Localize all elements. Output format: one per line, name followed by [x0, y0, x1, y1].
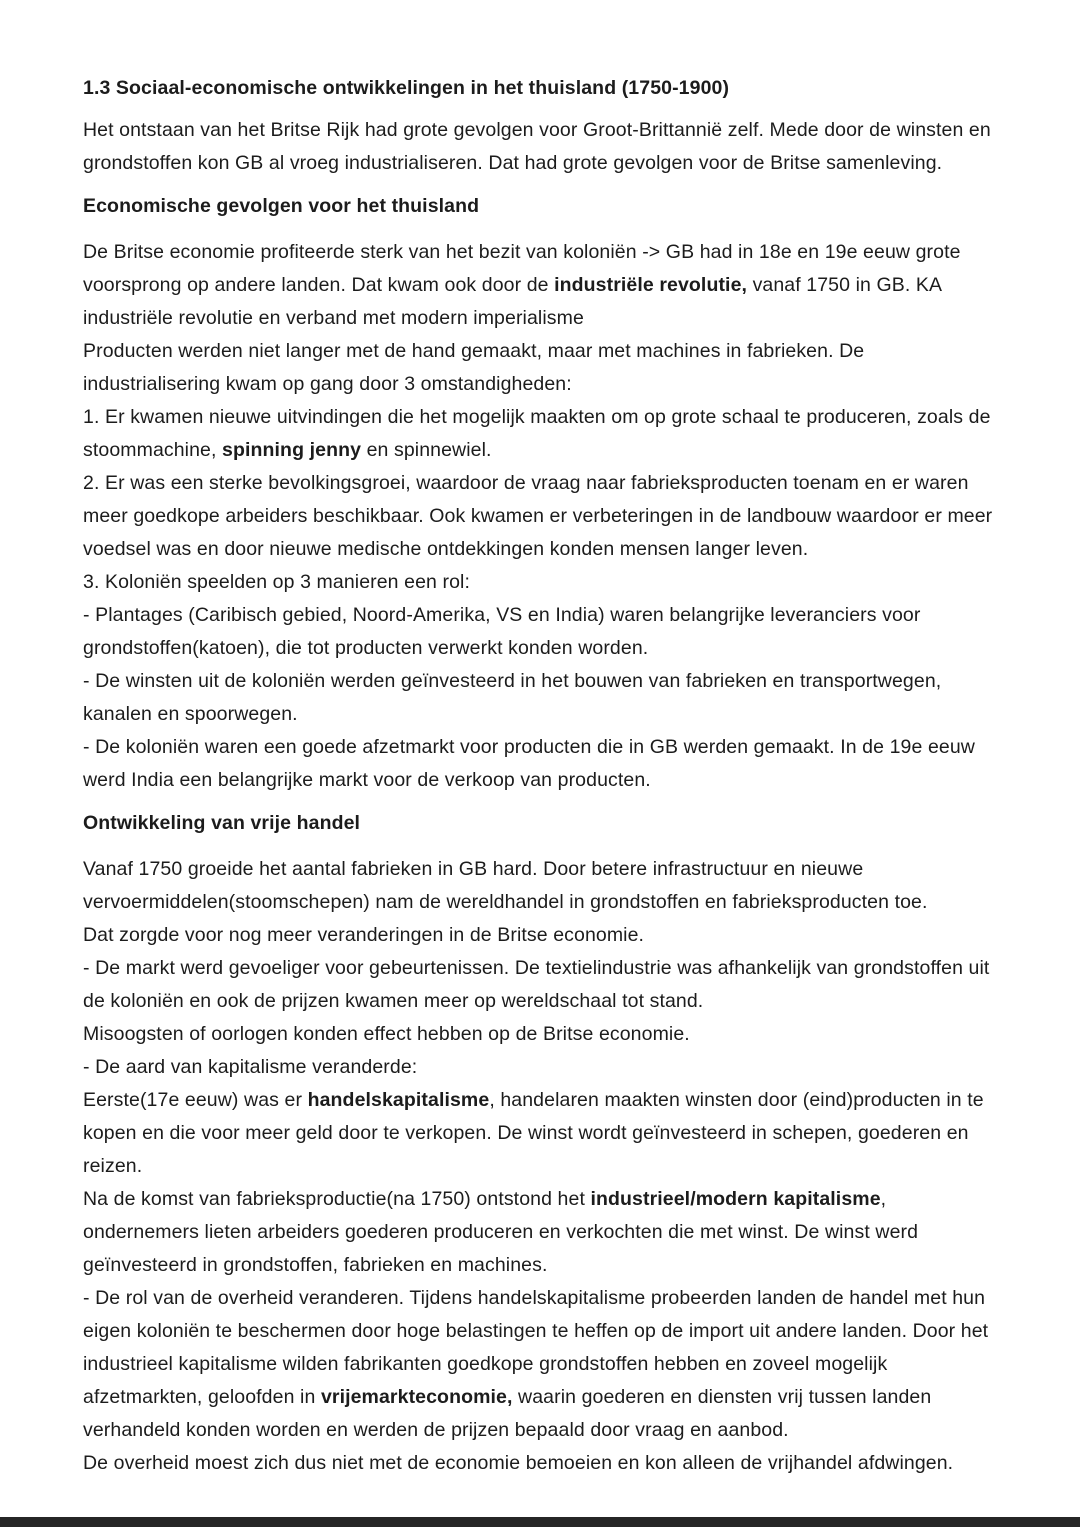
section-heading [83, 807, 1004, 840]
paragraph-line [83, 1447, 1004, 1480]
text-run: vanaf 1750 in GB. KA industriële revolutie en verband met modern imperialisme [83, 274, 942, 329]
text-run: - De aard van kapitalisme veranderde: [83, 1056, 418, 1078]
paragraph-line [83, 919, 1004, 952]
text-run: 1. Er kwamen nieuwe uitvindingen die het mogelijk maakten om op grote schaal te produceren, zoals de stoommachine, [83, 406, 991, 461]
paragraph-line [83, 1018, 1004, 1051]
text-run: - De markt werd gevoeliger voor gebeurtenissen. De textielindustrie was afhankelijk van grondstoffen uit de koloniën en ook de prijzen kwamen meer op wereldschaal tot stand. [83, 957, 990, 1012]
paragraph-line [83, 665, 1004, 731]
text-run: De Britse economie profiteerde sterk van het bezit van koloniën -> GB had in 18e en 19e eeuw grote voorsprong op andere landen. Dat kwam ook door de [83, 241, 961, 296]
paragraph-line [83, 335, 1004, 401]
text-run: - Plantages (Caribisch gebied, Noord-Amerika, VS en India) waren belangrijke leveranciers voor grondstoffen(katoen), die tot producten verwerkt konden worden. [83, 604, 921, 659]
page-title [83, 72, 1004, 105]
bold-text-run: Economische gevolgen voor het thuisland [83, 195, 480, 217]
text-run: waarin goederen en diensten vrij tussen landen verhandeld konden worden en werden de prijzen bepaald door vraag en aanbod. [83, 1386, 932, 1441]
paragraph-line [83, 401, 1004, 467]
text-run: , ondernemers lieten arbeiders goederen produceren en verkochten die met winst. De winst werd geïnvesteerd in grondstoffen, fabrieken en machines. [83, 1188, 919, 1276]
paragraph-line [83, 1084, 1004, 1183]
section-heading [83, 190, 1004, 223]
paragraph-line [83, 731, 1004, 797]
text-run: Producten werden niet langer met de hand gemaakt, maar met machines in fabrieken. De industrialisering kwam op gang door 3 omstandigheden: [83, 340, 865, 395]
text-run: 2. Er was een sterke bevolkingsgroei, waardoor de vraag naar fabrieksproducten toenam en er waren meer goedkope arbeiders beschikbaar. Ook kwamen er verbeteringen in de landbouw waardoor er meer voedsel was en door nieuwe medische ontdekkingen konden mensen langer leven. [83, 472, 993, 560]
bold-text-run: spinning jenny [222, 439, 362, 461]
text-run: Het ontstaan van het Britse Rijk had grote gevolgen voor Groot-Brittannië zelf. Mede door de winsten en grondstoffen kon GB al vroeg industrialiseren. Dat had grote gevolgen voor de Britse samenleving. [83, 119, 991, 174]
paragraph-line [83, 599, 1004, 665]
paragraph-line [83, 1183, 1004, 1282]
text-run: De overheid moest zich dus niet met de economie bemoeien en kon alleen de vrijhandel afdwingen. [83, 1452, 954, 1474]
bold-text-run: Ontwikkeling van vrije handel [83, 812, 361, 834]
paragraph-line [83, 1282, 1004, 1447]
text-run: Na de komst van fabrieksproductie(na 1750) ontstond het [83, 1188, 591, 1210]
text-run: 3. Koloniën speelden op 3 manieren een rol: [83, 571, 470, 593]
text-run: Misoogsten of oorlogen konden effect hebben op de Britse economie. [83, 1023, 690, 1045]
text-run: - De winsten uit de koloniën werden geïnvesteerd in het bouwen van fabrieken en transportwegen, kanalen en spoorwegen. [83, 670, 942, 725]
text-run: en spinnewiel. [361, 439, 492, 461]
text-run: , handelaren maakten winsten door (eind)producten in te kopen en die voor meer geld door te verkopen. De winst wordt geïnvesteerd in schepen, goederen en reizen. [83, 1089, 984, 1177]
paragraph-line [83, 1051, 1004, 1084]
paragraph-line [83, 566, 1004, 599]
bold-text-run: industriële revolutie, [554, 274, 748, 296]
paragraph-line [83, 114, 1004, 180]
window-bottom-edge [0, 1517, 1080, 1527]
document-content [83, 72, 1004, 1480]
paragraph-line [83, 236, 1004, 335]
bold-text-run: industrieel/modern kapitalisme [590, 1188, 881, 1210]
text-run: Dat zorgde voor nog meer veranderingen in de Britse economie. [83, 924, 645, 946]
bold-text-run: handelskapitalisme [307, 1089, 490, 1111]
text-run: - De koloniën waren een goede afzetmarkt voor producten die in GB werden gemaakt. In de 19e eeuw werd India een belangrijke markt voor de verkoop van producten. [83, 736, 975, 791]
text-run: Eerste(17e eeuw) was er [83, 1089, 308, 1111]
paragraph-line [83, 952, 1004, 1018]
bold-text-run: vrijemarkteconomie, [320, 1386, 513, 1408]
paragraph-line [83, 467, 1004, 566]
paragraph-line [83, 853, 1004, 919]
text-run: Vanaf 1750 groeide het aantal fabrieken in GB hard. Door betere infrastructuur en nieuwe vervoermiddelen(stoomschepen) nam de wereldhandel in grondstoffen en fabrieksproducten toe. [83, 858, 928, 913]
text-run: - De rol van de overheid veranderen. Tijdens handelskapitalisme probeerden landen de handel met hun eigen koloniën te beschermen door hoge belastingen te heffen op de import uit andere landen. Door het industrieel kapitalisme wilden fabrikanten goedkope grondstoffen hebben en zoveel mogelijk afzetmarkten, geloofden in [83, 1287, 989, 1408]
bold-text-run: 1.3 Sociaal-economische ontwikkelingen in het thuisland (1750-1900) [83, 77, 730, 99]
